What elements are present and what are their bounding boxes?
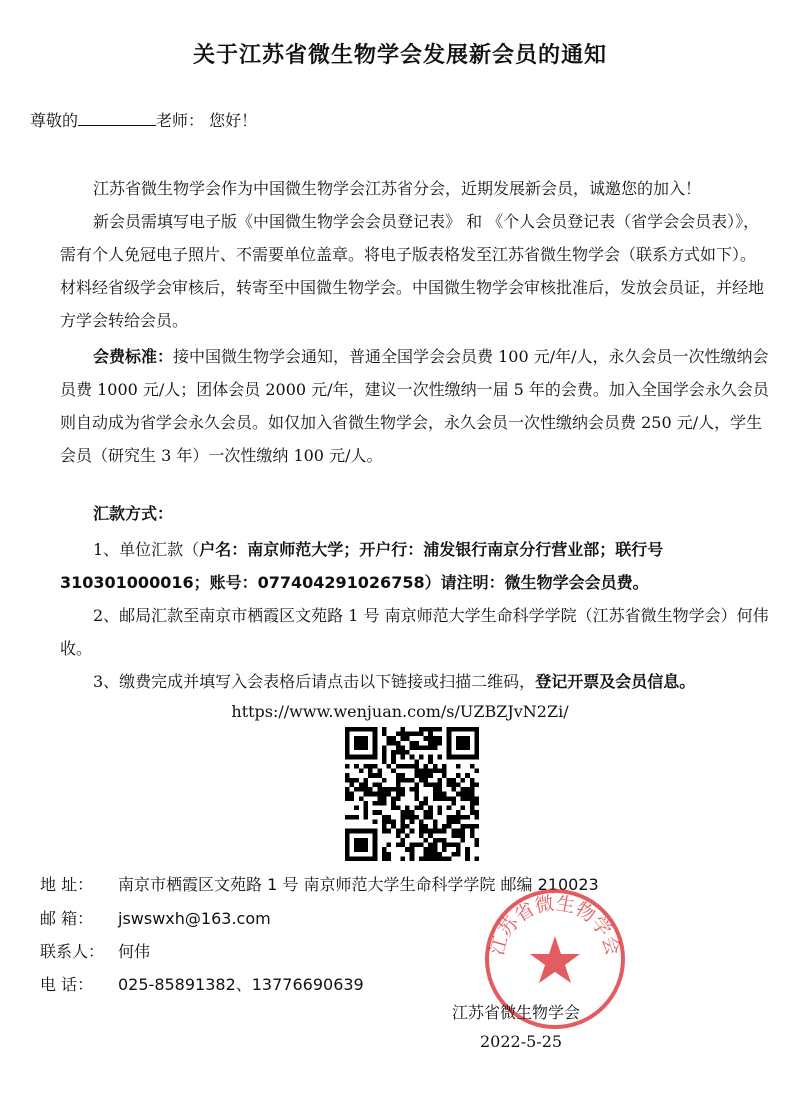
remit-heading-text: 汇款方式： [93, 504, 174, 523]
remit-item-1-account: 户名：南京师范大学；开户行：浦发银行南京分行营业部；联行号 310301000016；账号：077404291026758）请注明：微生物学会会员费。 [60, 540, 664, 592]
survey-link[interactable]: https://www.wenjuan.com/s/UZBZJvN2Zi/ [231, 702, 569, 721]
signature-org: 江苏省微生物学会 [452, 1003, 581, 1022]
qr-code[interactable] [345, 727, 479, 861]
signature-date: 2022-5-25 [480, 1032, 563, 1051]
person-label: 联系人： [40, 942, 105, 961]
remit-item-1 [60, 533, 770, 599]
greeting-prefix: 尊敬的 [30, 111, 79, 130]
address-label: 地 址： [40, 875, 94, 894]
remit-item-1-prefix: 1、单位汇款（ [93, 540, 200, 559]
paragraph-intro: 江苏省微生物学会作为中国微生物学会江苏省分会，近期发展新会员，诚邀您的加入！ [93, 179, 702, 198]
email-label: 邮 箱： [40, 909, 94, 928]
greeting-suffix: 老师： 您好！ [156, 111, 258, 130]
paragraph-requirements: 新会员需填写电子版《中国微生物学会会员登记表》 和 《个人会员登记表（省学会会员表）》，需有个人免冠电子照片、不需要单位盖章。将电子版表格发至江苏省微生物学会（联系方式如下）。材料经省级学会审核后，转寄至中国微生物学会。中国微生物学会审核批准后，发放会员证，并经地方学会转给会员。 [60, 212, 765, 330]
paragraph-fees [60, 340, 770, 472]
page-title: 关于江苏省微生物学会发展新会员的通知 [192, 43, 607, 68]
email-value[interactable]: jswswxh@163.com [118, 909, 271, 928]
remit-item-3 [60, 665, 770, 698]
phone-label: 电 话： [40, 975, 94, 994]
contact-person [40, 939, 150, 962]
contact-phone [40, 972, 364, 995]
seal-text: 江苏省微生物学会 [486, 892, 624, 958]
remit-heading [60, 497, 770, 530]
greeting [30, 108, 257, 131]
contact-email [40, 906, 271, 929]
address-value: 南京市栖霞区文苑路 1 号 南京师范大学生命科学学院 邮编 210023 [118, 875, 599, 894]
name-blank [78, 111, 156, 126]
phone-value: 025-85891382、13776690639 [118, 975, 364, 994]
remit-item-2: 2、邮局汇款至南京市栖霞区文苑路 1 号 南京师范大学生命科学学院（江苏省微生物学会）何伟 收。 [60, 606, 769, 658]
seal-star-icon [530, 936, 580, 983]
remit-item-3-prefix: 3、缴费完成并填写入会表格后请点击以下链接或扫描二维码， [93, 672, 536, 691]
fee-label: 会费标准： [93, 347, 174, 366]
remit-item-3-bold: 登记开票及会员信息。 [535, 672, 696, 691]
fee-text: 接中国微生物学会通知，普通全国学会会员费 100 元/年/人，永久会员一次性缴纳会员费 1000 元/人；团体会员 2000 元/年，建议一次性缴纳一届 5 年的会费。加入全国学会永久会员则自动成为省学会永久会员。如仅加入省微生物学会，永久会员一次性缴纳会员费 250 元/人，学生会员（研究生 3 年）一次性缴纳 100 元/人。 [60, 347, 769, 465]
person-value: 何伟 [118, 942, 151, 961]
